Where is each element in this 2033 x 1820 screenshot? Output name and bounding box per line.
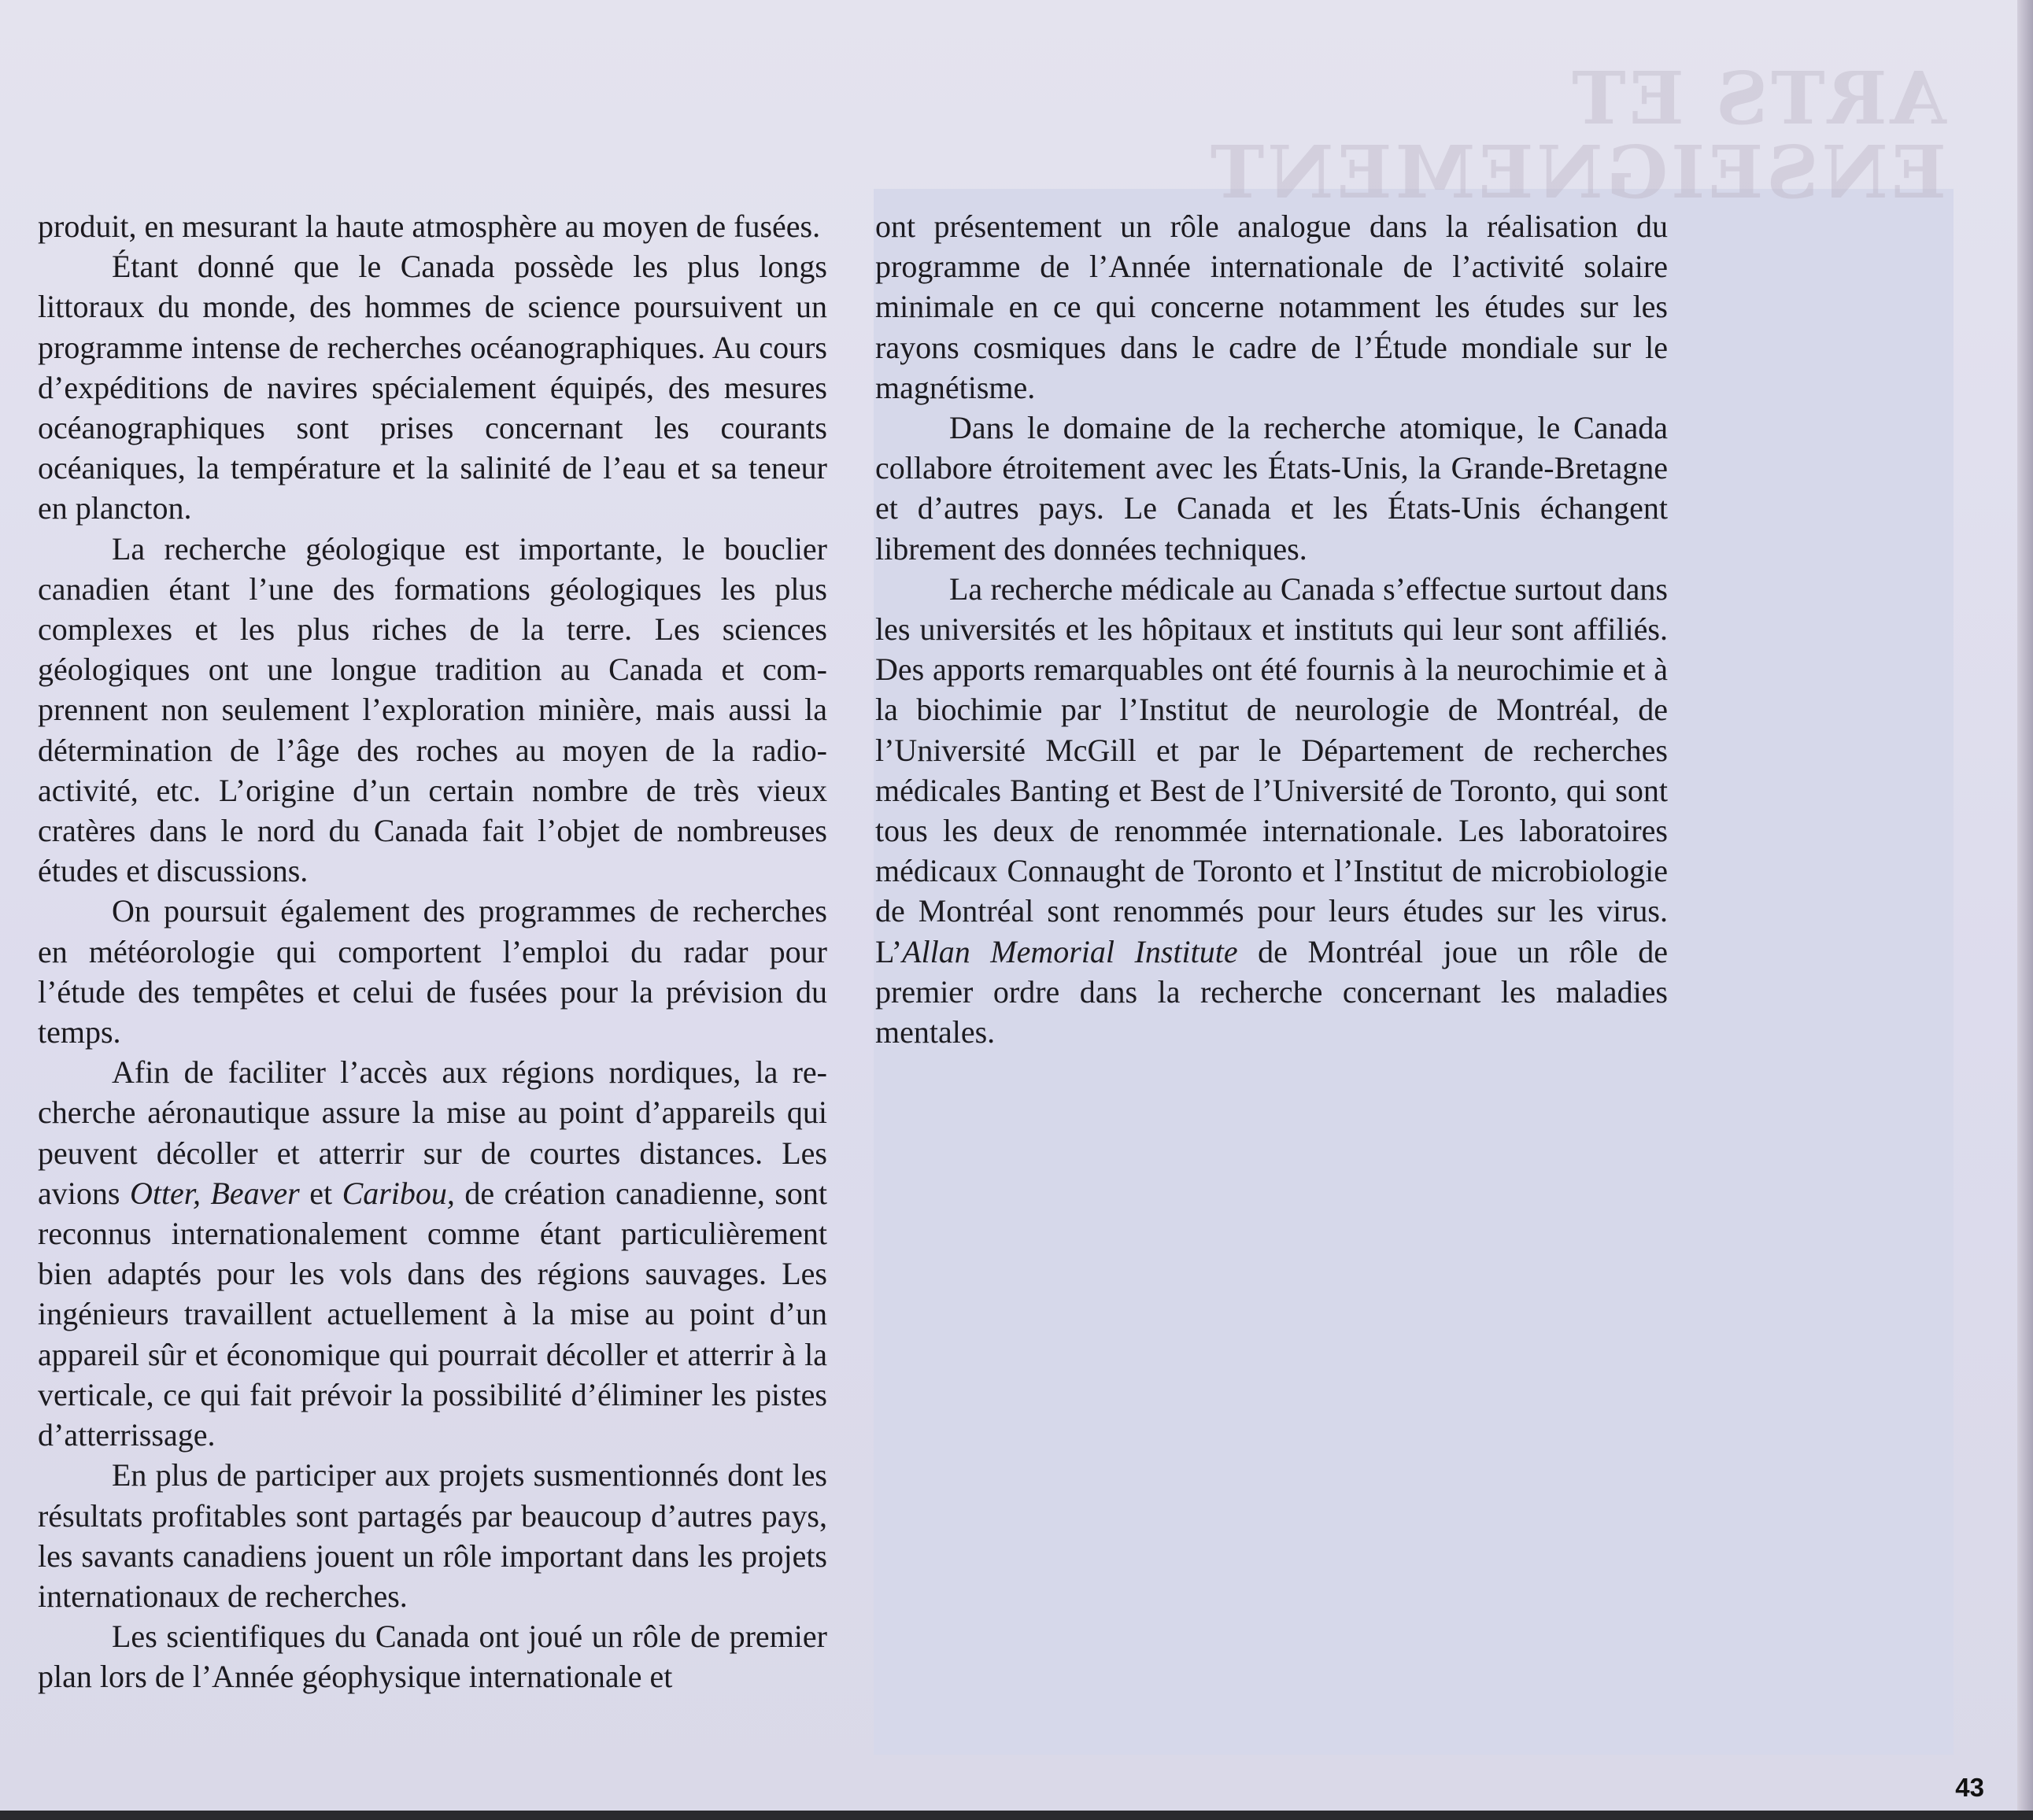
aircraft-name: Caribou, (342, 1175, 455, 1211)
paragraph (38, 1052, 827, 1455)
text-run: La recherche médicale au Canada s’effectue surtout dans les universités et les hôpitaux et instituts qui leur sont affiliés. Des apports remarquables ont été fournis à la neurochimie et à la biochimie par l’Institut de neurologie de Montréal, de l’Université McGill et par le Département de recherches médicales Banting et Best de l’Université de Toronto, qui sont tous les deux de renommée internationale. Les laboratoires médicaux Connaught de Toronto et l’Institut de microbiologie de Montréal sont renommés pour leurs études sur les virus. L’ (875, 570, 1668, 969)
scan-bottom-edge (0, 1811, 2033, 1820)
paragraph: La recherche géologique est importante, le bouclier canadien étant l’une des formations géologiques les plus complexes et les plus riches de la terre. Les sciences géologiques ont une longue tradition au Canada et comprennent non seulement l’exploration minière, mais aussi la détermination de l’âge des roches au moyen de la radio-activité, etc. L’origine d’un certain nombre de très vieux cratères dans le nord du Canada fait l’objet de nombreuses études et discussions. (38, 530, 827, 889)
right-column (875, 206, 1668, 1052)
text-run: Afin de faciliter l’accès aux régions nordiques, la recherche aéronautique assure la mise au point d’appareils qui peuvent décoller et atterrir sur de courtes distances. Les avions (38, 1054, 827, 1211)
institute-name: Allan Memorial Institute (902, 933, 1238, 969)
aircraft-names: Otter, Beaver (129, 1175, 300, 1211)
paragraph: On poursuit également des programmes de recherches en météorologie qui comportent l’emploi du radar pour l’étude des tempêtes et celui de fusées pour la prévision du temps. (38, 893, 827, 1050)
text-run: de Montréal joue un rôle de premier ordre dans la recherche concernant les maladies mentales. (875, 933, 1668, 1050)
page-number: 43 (1955, 1773, 1984, 1802)
paragraph: produit, en mesurant la haute atmosphère au moyen de fusées. (38, 209, 821, 244)
paragraph: ont présentement un rôle analogue dans la réalisation du programme de l’Année internationale de l’activité solaire minimale en ce qui concerne notamment les études sur les rayons cosmiques dans le cadre de l’Étude mondiale sur le magnétisme. (875, 209, 1668, 405)
paragraph: Les scientifiques du Canada ont joué un rôle de premier plan lors de l’Année géophysique internationale et (38, 1619, 827, 1695)
page-edge (2017, 0, 2033, 1820)
paragraph: En plus de participer aux projets susmentionnés dont les résultats profitables sont partagés par beaucoup d’autres pays, les savants canadiens jouent un rôle important dans les projets internationaux de recherches. (38, 1457, 827, 1614)
paragraph: Étant donné que le Canada possède les plus longs littoraux du monde, des hommes de science poursuivent un programme intense de recherches océanographiques. Au cours d’expéditions de navires spécialement équipés, des mesures océanographiques sont prises concernant les courants océaniques, la température et la salinité de l’eau et sa teneur en plancton. (38, 249, 827, 526)
show-through-title: ARTS ET ENSEIGNEMENT (1207, 56, 1946, 215)
text-run: de création canadienne, sont reconnus internationalement comme étant particulièrement bien adaptés pour les vols dans des régions sauvages. Les ingénieurs travaillent actuellement à la mise au point d’un appareil sûr et économique qui pourrait décoller et atterrir à la verticale, ce qui fait prévoir la possibilité d’éliminer les pistes d’atterrissage. (38, 1175, 828, 1453)
left-column (38, 206, 827, 1697)
paragraph: Dans le domaine de la recherche atomique, le Canada collabore étroitement avec les États-Unis, la Grande-Bretagne et d’autres pays. Le Canada et les États-Unis échangent librement des données techniques. (875, 410, 1668, 567)
text-run: et (299, 1175, 342, 1211)
paragraph (875, 569, 1668, 1052)
